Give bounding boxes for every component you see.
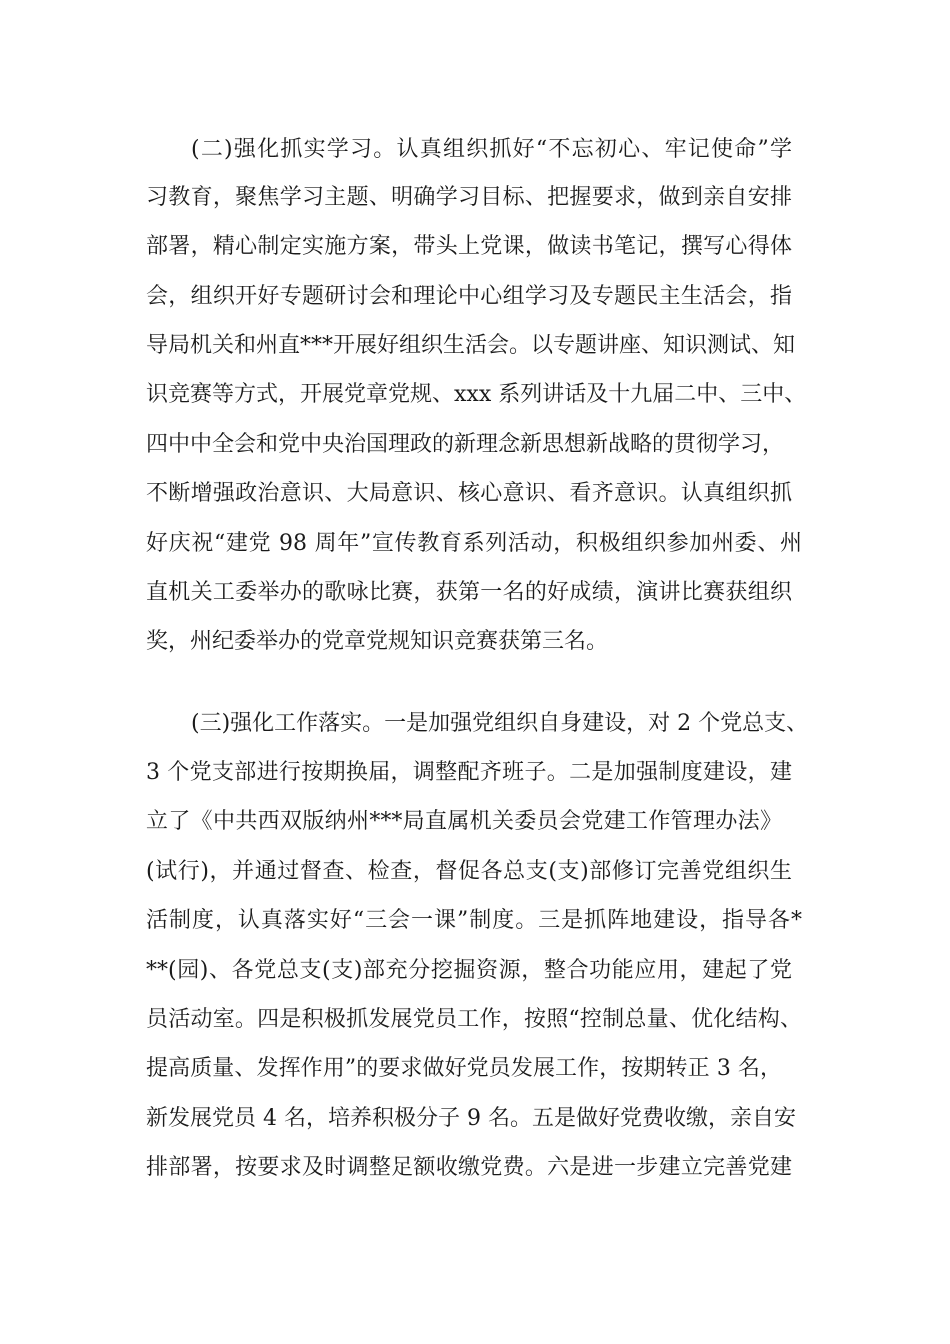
line-text: (三)强化工作落实。一是加强党组织自身建设，对 2 个党总支、 <box>191 711 809 736</box>
paragraph-line <box>0 951 950 991</box>
paragraph-line <box>0 753 950 793</box>
paragraph-line <box>0 277 950 317</box>
paragraph-line <box>0 375 950 415</box>
paragraph-line <box>0 704 950 744</box>
line-text: 奖，州纪委举办的党章党规知识竞赛获第三名。 <box>146 629 609 654</box>
paragraph-line <box>0 524 950 564</box>
paragraph-line <box>0 130 950 170</box>
line-text: 会，组织开好专题研讨会和理论中心组学习及专题民主生活会，指 <box>146 284 792 309</box>
line-text: 排部署，按要求及时调整足额收缴党费。六是进一步建立完善党建 <box>146 1155 792 1180</box>
paragraph-line <box>0 1000 950 1040</box>
paragraph-line <box>0 227 950 267</box>
line-text: 提高质量、发挥作用”的要求做好党员发展工作，按期转正 3 名， <box>146 1056 782 1081</box>
line-text: 识竞赛等方式，开展党章党规、xxx 系列讲话及十九届二中、三中、 <box>146 382 807 407</box>
line-text: (二)强化抓实学习。认真组织抓好“不忘初心、牢记使命”学 <box>191 137 792 162</box>
paragraph-line <box>0 852 950 892</box>
paragraph-line <box>0 178 950 218</box>
line-text: 不断增强政治意识、大局意识、核心意识、看齐意识。认真组织抓 <box>146 481 792 506</box>
line-text: 活制度，认真落实好“三会一课”制度。三是抓阵地建设，指导各* <box>146 908 802 933</box>
paragraph-line <box>0 1049 950 1089</box>
paragraph-line <box>0 425 950 465</box>
line-text: 部署，精心制定实施方案，带头上党课，做读书笔记，撰写心得体 <box>146 234 792 259</box>
paragraph-line <box>0 802 950 842</box>
line-text: (试行)，并通过督查、检查，督促各总支(支)部修订完善党组织生 <box>146 859 792 884</box>
paragraph-line <box>0 326 950 366</box>
paragraph-line <box>0 474 950 514</box>
paragraph-line <box>0 1099 950 1139</box>
line-text: 四中中全会和党中央治国理政的新理念新思想新战略的贯彻学习， <box>146 432 785 457</box>
line-text: 新发展党员 4 名，培养积极分子 9 名。五是做好党费收缴，亲自安 <box>146 1106 796 1131</box>
line-text: 员活动室。四是积极抓发展党员工作，按照“控制总量、优化结构、 <box>146 1007 802 1032</box>
line-text: 好庆祝“建党 98 周年”宣传教育系列活动，积极组织参加州委、州 <box>146 531 802 556</box>
line-text: 习教育，聚焦学习主题、明确学习目标、把握要求，做到亲自安排 <box>146 185 792 210</box>
paragraph-line <box>0 573 950 613</box>
paragraph-line <box>0 1148 950 1188</box>
paragraph-line <box>0 622 950 662</box>
line-text: 立了《中共西双版纳州***局直属机关委员会党建工作管理办法》 <box>146 809 782 834</box>
line-text: 3 个党支部进行按期换届，调整配齐班子。二是加强制度建设，建 <box>146 760 792 785</box>
line-text: 导局机关和州直***开展好组织生活会。以专题讲座、知识测试、知 <box>146 333 796 358</box>
paragraph-line <box>0 901 950 941</box>
line-text: 直机关工委举办的歌咏比赛，获第一名的好成绩，演讲比赛获组织 <box>146 580 792 605</box>
line-text: **(园)、各党总支(支)部充分挖掘资源，整合功能应用，建起了党 <box>146 958 792 983</box>
